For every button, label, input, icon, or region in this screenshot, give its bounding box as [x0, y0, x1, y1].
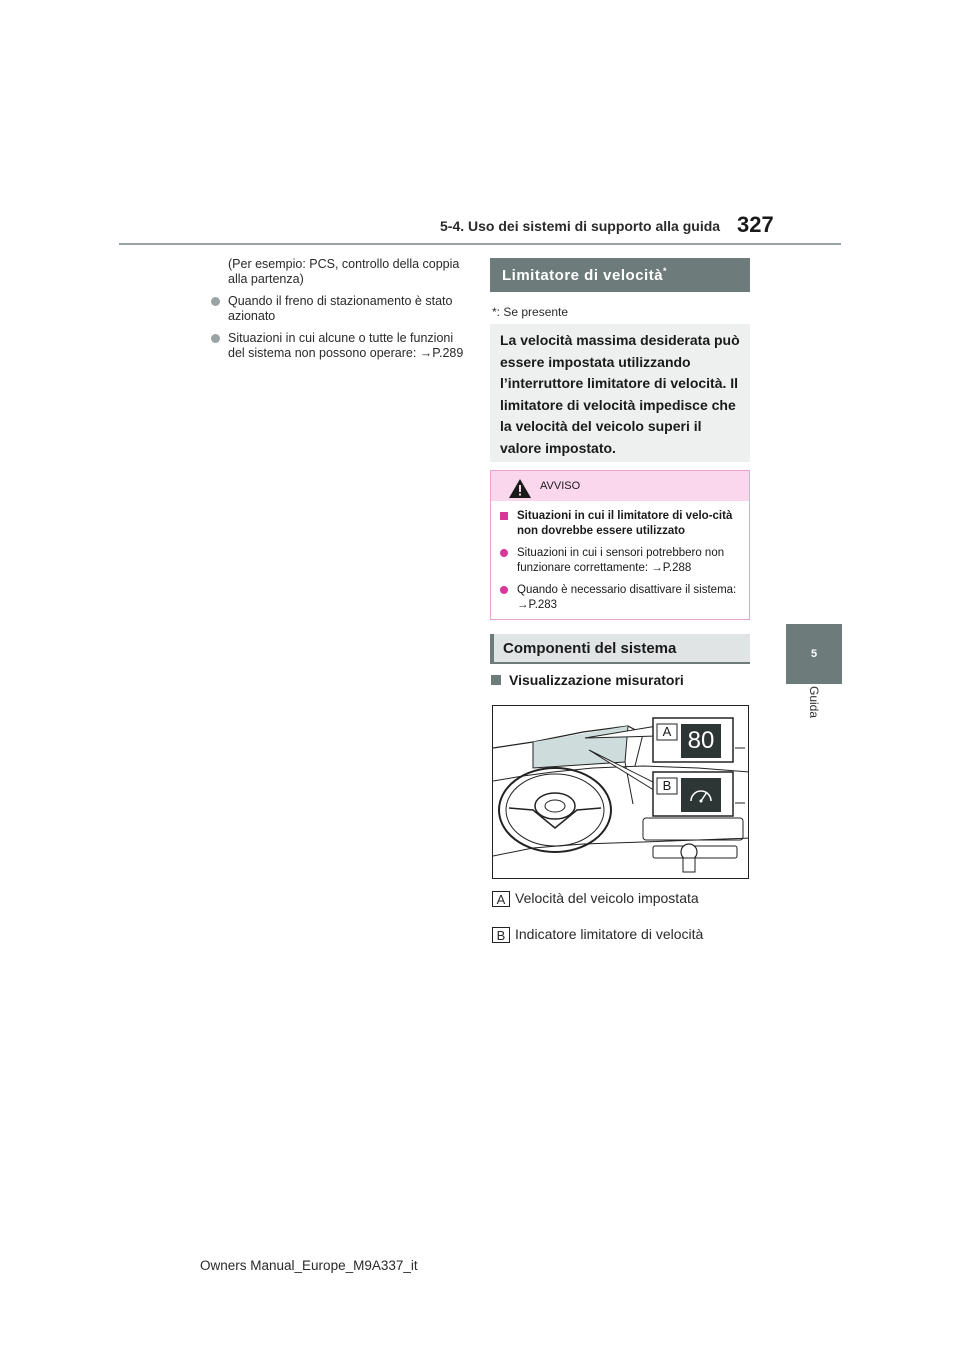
warning-box — [490, 470, 750, 620]
chapter-number: 5 — [810, 648, 818, 660]
intro-box — [490, 324, 750, 462]
warning-item — [499, 546, 741, 575]
subheading-text: Visualizzazione misuratori — [509, 672, 684, 688]
legend-key: B — [492, 927, 510, 943]
section-title-components — [490, 634, 750, 664]
intro-text: La velocità massima desiderata può essere impostata utilizzando l’interruttore limitatore di velocità. Il limitatore di velocità impedisce che la velocità del veicolo superi il valore impostato. — [500, 332, 740, 456]
subheading — [491, 672, 684, 688]
section-title-speed-limiter — [490, 258, 750, 292]
warning-triangle-icon — [509, 479, 531, 498]
bullet-dot-icon — [500, 549, 508, 557]
legend-text: Velocità del veicolo impostata — [515, 890, 699, 906]
square-bullet-icon — [491, 675, 501, 685]
section-header: 5-4. Uso dei sistemi di supporto alla guida — [440, 218, 721, 234]
warning-label: AVVISO — [540, 480, 581, 492]
list-item-text: Quando il freno di stazionamento è stato azionato — [228, 294, 453, 323]
footer-text: Owners Manual_Europe_M9A337_it — [200, 1258, 418, 1273]
list-item — [210, 294, 470, 324]
bullet-dot-icon — [500, 586, 508, 594]
legend-text: Indicatore limitatore di velocità — [515, 926, 704, 942]
bullet-dot-icon — [211, 297, 220, 306]
left-column — [210, 257, 470, 368]
warning-heading-text: Situazioni in cui il limitatore di velo-cità non dovrebbe essere utilizzato — [517, 510, 733, 537]
warning-item — [499, 583, 741, 612]
speed-readout: 80 — [687, 727, 715, 754]
list-item — [210, 331, 470, 361]
legend-item — [492, 890, 699, 907]
asterisk-mark: * — [663, 266, 668, 276]
legend-key: A — [492, 891, 510, 907]
bullet-dot-icon — [211, 334, 220, 343]
warning-header — [491, 471, 749, 501]
section-title-text: Componenti del sistema — [503, 640, 677, 657]
page-number: 327 — [737, 212, 774, 237]
section-title-text: Limitatore di velocità — [502, 267, 664, 284]
dashboard-illustration — [492, 705, 749, 879]
callout-a: A — [662, 724, 672, 739]
chapter-label: Guida — [807, 686, 821, 719]
footnote: *: Se presente — [492, 305, 569, 319]
legend-item — [492, 926, 703, 943]
square-bullet-icon — [500, 512, 508, 520]
continued-text: (Per esempio: PCS, controllo della coppia alla partenza) — [228, 257, 460, 286]
warning-item-text: Situazioni in cui i sensori potrebbero non funzionare correttamente: →P.288 — [517, 547, 725, 574]
list-item-text: Situazioni in cui alcune o tutte le funzioni del sistema non possono operare: →P.289 — [228, 331, 464, 360]
header-divider — [119, 243, 841, 245]
chapter-tab[interactable] — [786, 624, 842, 684]
callout-b: B — [662, 778, 672, 793]
warning-heading — [499, 509, 741, 538]
warning-item-text: Quando è necessario disattivare il sistema: →P.283 — [517, 584, 737, 611]
